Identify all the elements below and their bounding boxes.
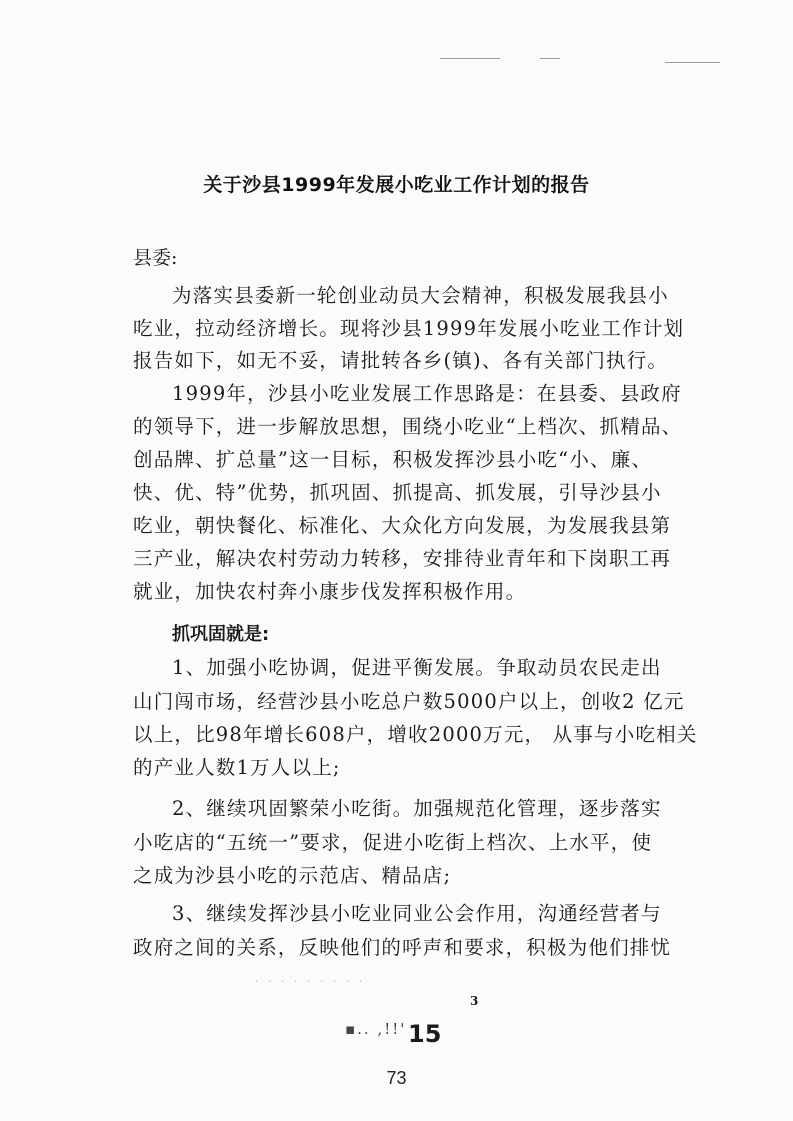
body-line: 小吃店的“五统一”要求，促进小吃街上档次、上水平，使 [133, 831, 653, 854]
section-subhead: 抓巩固就是: [172, 624, 270, 645]
scan-artifact-line [665, 62, 720, 63]
body-line: 吃业，朝快餐化、标准化、大众化方向发展，为发展我县第 [133, 514, 672, 537]
stamp-number: 15 [408, 1020, 442, 1048]
body-line: 3、继续发挥沙县小吃业同业公会作用，沟通经营者与 [172, 902, 662, 925]
salutation: 县委: [133, 247, 178, 269]
scan-artifact-line [440, 58, 500, 59]
body-line: 的领导下，进一步解放思想，围绕小吃业“上档次、抓精品、 [133, 415, 683, 438]
body-line: 吃业，拉动经济增长。现将沙县1999年发展小吃业工作计划 [133, 317, 685, 340]
body-line: 为落实县委新一轮创业动员大会精神，积极发展我县小 [172, 284, 669, 307]
inner-page-number: 3 [470, 994, 479, 1008]
body-line: 之成为沙县小吃的示范店、精品店; [133, 864, 452, 887]
body-line: 的产业人数1万人以上; [133, 756, 341, 779]
body-line: 就业，加快农村奔小康步伐发挥积极作用。 [133, 580, 527, 603]
scan-artifact-line [540, 58, 560, 59]
body-line: 报告如下，如无不妥，请批转各乡(镇)、各有关部门执行。 [133, 349, 669, 372]
body-line: 2、继续巩固繁荣小吃街。加强规范化管理，逐步落实 [172, 797, 662, 820]
document-title: 关于沙县1999年发展小吃业工作计划的报告 [203, 174, 590, 196]
body-line: 创品牌、扩总量”这一目标，积极发挥沙县小吃“小、廉、 [133, 448, 653, 471]
body-line: 快、优、特”优势，抓巩固、抓提高、抓发展，引导沙县小 [133, 481, 662, 504]
body-line: 以上，比98年增长608户，增收2000万元， 从事与小吃相关 [133, 723, 698, 746]
stamp-marks: ▪.. ,!!' [345, 1020, 407, 1038]
page-number: 73 [386, 1068, 407, 1088]
bleed-through-text: · · · · · · · · · [255, 975, 366, 988]
body-line: 三产业，解决农村劳动力转移，安排待业青年和下岗职工再 [133, 547, 672, 570]
body-line: 政府之间的关系，反映他们的呼声和要求，积极为他们排忧 [133, 936, 672, 959]
body-line: 山门闯市场，经营沙县小吃总户数5000户以上，创收2 亿元 [133, 690, 685, 713]
body-line: 1999年，沙县小吃业发展工作思路是：在县委、县政府 [172, 382, 682, 405]
body-line: 1、加强小吃协调，促进平衡发展。争取动员农民走出 [172, 656, 662, 679]
